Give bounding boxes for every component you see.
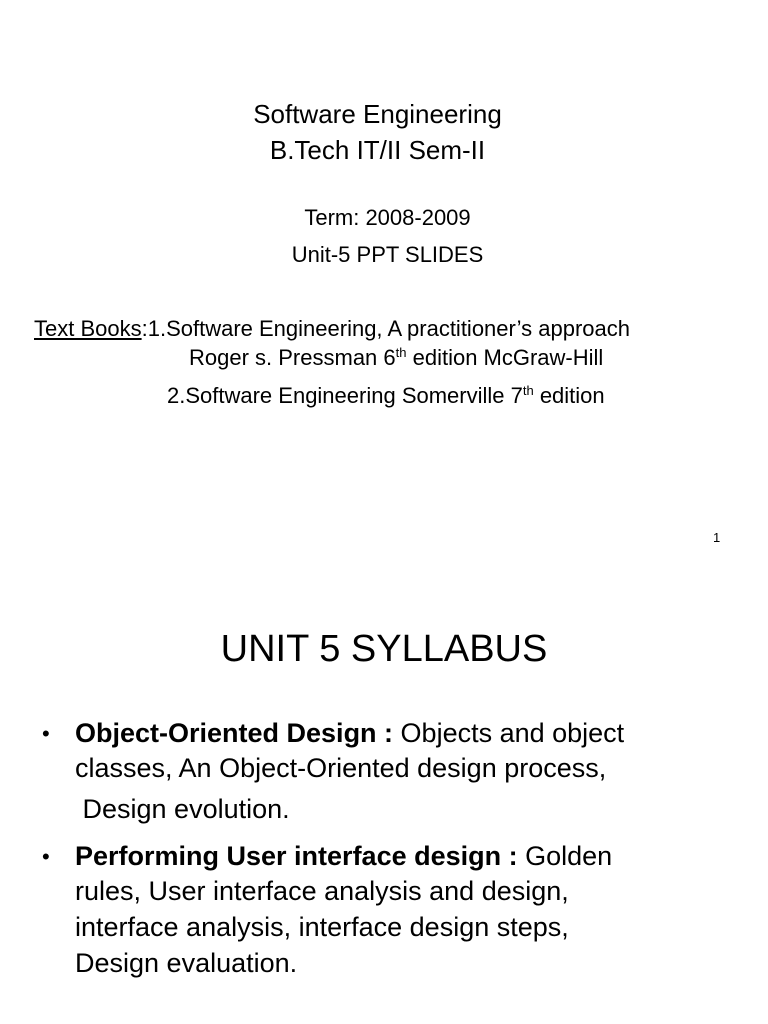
textbook2-title: 2.Software Engineering Somerville 7 bbox=[167, 383, 523, 408]
bullet2-rest: Golden bbox=[525, 841, 613, 871]
textbook1-title: 1.Software Engineering, A practitioner’s approach bbox=[147, 316, 631, 341]
bullet2-line2-text: rules, User interface analysis and design, bbox=[75, 876, 569, 906]
bullet2-bold: Performing User interface design : bbox=[75, 841, 526, 871]
bullet1-line2-text: classes, An Object-Oriented design process, bbox=[75, 753, 607, 783]
bullet1-bold: Object-Oriented Design : bbox=[75, 718, 401, 748]
bullet-dot: • bbox=[42, 844, 50, 869]
slide1-term: Term: 2008-2009 bbox=[304, 205, 471, 230]
textbook1-edition-sup: th bbox=[395, 345, 407, 360]
bullet2-line4 bbox=[42, 946, 742, 981]
slide1-unit: Unit-5 PPT SLIDES bbox=[291, 242, 484, 267]
textbooks-colon: : bbox=[141, 316, 148, 341]
textbook1-author: Roger s. Pressman 6 bbox=[189, 345, 396, 370]
slide1-title-line1: Software Engineering bbox=[253, 99, 502, 129]
slide1-title-line2: B.Tech IT/II Sem-II bbox=[269, 135, 486, 165]
bullet2-line3 bbox=[42, 910, 742, 946]
bullet1-line1 bbox=[42, 716, 742, 751]
syllabus-bullet-2 bbox=[42, 839, 742, 981]
syllabus-bullet-1 bbox=[42, 716, 742, 827]
slide1-page-number: 1 bbox=[713, 530, 721, 545]
bullet1-rest: Objects and object bbox=[400, 718, 625, 748]
bullet2-line2 bbox=[42, 874, 742, 910]
slide2-heading: UNIT 5 SYLLABUS bbox=[220, 628, 548, 670]
bullet1-line3-text: Design evolution. bbox=[75, 794, 290, 824]
bullet-dot: • bbox=[42, 721, 50, 746]
textbook2-edition-sup: th bbox=[522, 383, 534, 398]
bullet2-line1-text bbox=[75, 839, 612, 874]
bullet2-line3-text: interface analysis, interface design steps, bbox=[75, 912, 569, 942]
bullet1-line1-text bbox=[75, 716, 624, 751]
bullet2-line4-text: Design evaluation. bbox=[75, 948, 298, 978]
textbook2-edition: edition bbox=[533, 383, 605, 408]
bullet1-line3 bbox=[42, 792, 742, 827]
bullet1-line2 bbox=[42, 751, 742, 792]
textbook1-publisher: edition McGraw-Hill bbox=[406, 345, 604, 370]
textbooks-line1 bbox=[34, 315, 630, 343]
textbooks-line2 bbox=[189, 344, 603, 372]
textbooks-line3 bbox=[167, 382, 605, 410]
bullet2-line1 bbox=[42, 839, 742, 874]
textbooks-label: Text Books bbox=[34, 316, 142, 341]
